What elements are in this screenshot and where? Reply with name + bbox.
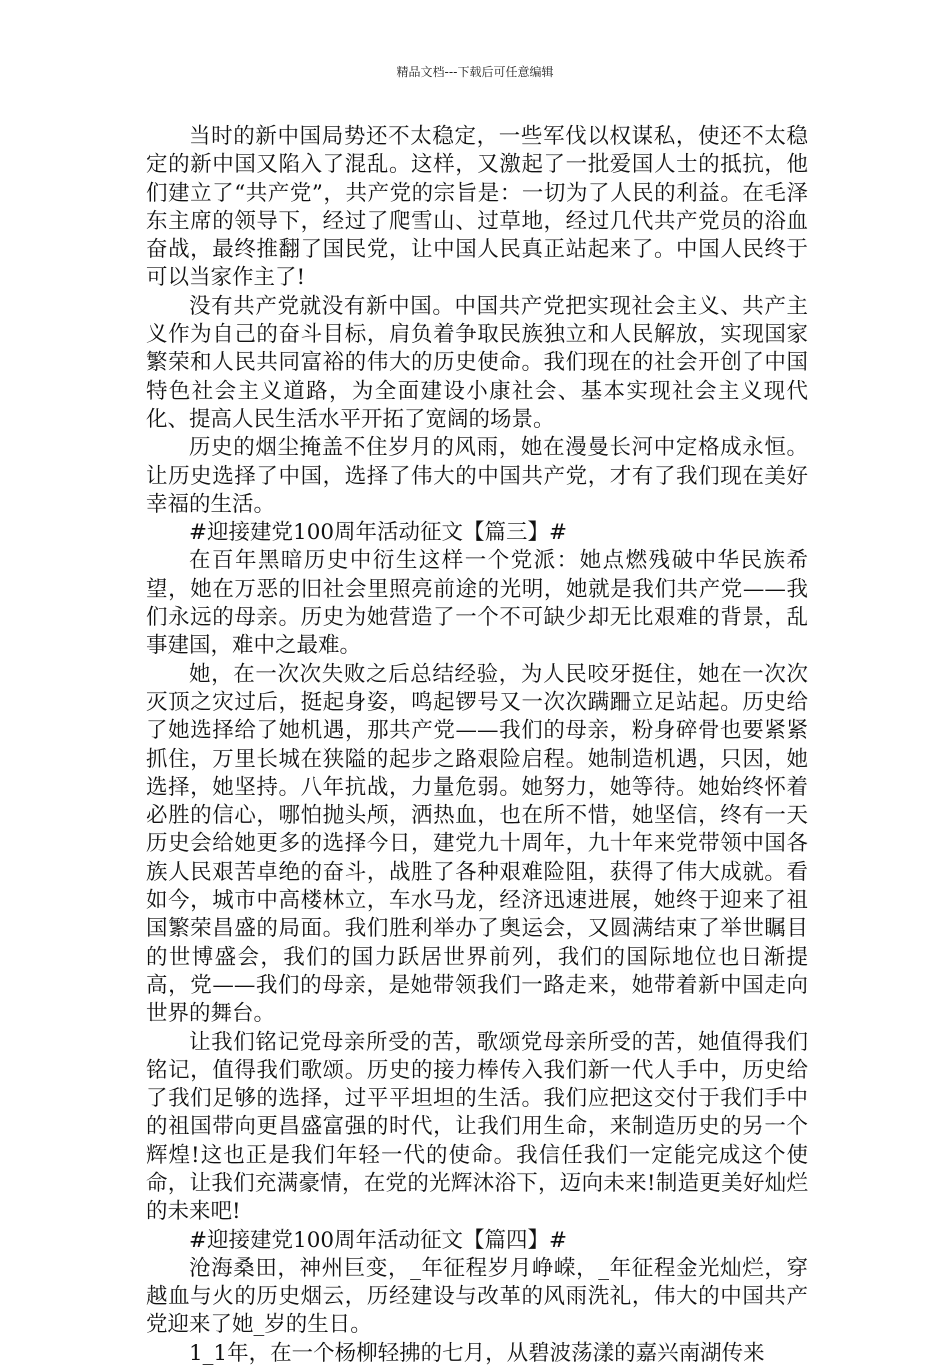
section-heading: #迎接建党100周年活动征文【篇三】# [189,520,568,546]
paragraph: 历史的烟尘掩盖不住岁月的风雨，她在漫曼长河中定格成永恒。让历史选择了中国，选择了伟大的中国共产党，才有了我们现在美好幸福的生活。 [146,435,808,517]
paragraph: 沧海桑田，神州巨变，_年征程岁月峥嵘，_年征程金光灿烂，穿越血与火的历史烟云，历经建设与改革的风雨洗礼，伟大的中国共产党迎来了她_岁的生日。 [146,1255,808,1338]
document-body [146,123,808,1368]
paragraph: 她，在一次次失败之后总结经验，为人民咬牙挺住，她在一次次灭顶之灾过后，挺起身姿，鸣起锣号又一次次蹒跚立足站起。历史给了她选择给了她机遇，那共产党——我们的母亲，粉身碎骨也要紧紧抓住，万里长城在狭隘的起步之路艰险启程。她制造机遇，只因，她选择，她坚持。八年抗战，力量危弱。她努力，她等待。她始终怀着必胜的信心，哪怕抛头颅，洒热血，也在所不惜，她坚信，终有一天历史会给她更多的选择今日，建党九十周年，九十年来党带领中国各族人民艰苦卓绝的奋斗，战胜了各种艰难险阻，获得了伟大成就。看如今，城市中高楼林立，车水马龙，经济迅速进展，她终于迎来了祖国繁荣昌盛的局面。我们胜利举办了奥运会，又圆满结束了举世瞩目的世博盛会，我们的国力跃居世界前列，我们的国际地位也日渐提高，党——我们的母亲，是她带领我们一路走来，她带着新中国走向世界的舞台。 [146,661,808,1027]
paragraph: 让我们铭记党母亲所受的苦，歌颂党母亲所受的苦，她值得我们铭记，值得我们歌颂。历史的接力棒传入我们新一代人手中，历史给了我们足够的选择，过平平坦坦的生活。我们应把这交付于我们手中的祖国带向更昌盛富强的时代，让我们用生命，来制造历史的另一个辉煌!这也正是我们年轻一代的使命。我信任我们一定能完成这个使命，让我们充满豪情，在党的光辉沐浴下，迈向未来!制造更美好灿烂的未来吧! [146,1029,808,1225]
paragraph: 在百年黑暗历史中衍生这样一个党派：她点燃残破中华民族希望，她在万恶的旧社会里照亮前途的光明，她就是我们共产党——我们永远的母亲。历史为她营造了一个不可缺少却无比艰难的背景，乱事建国，难中之最难。 [146,548,808,659]
section-heading: #迎接建党100周年活动征文【篇四】# [189,1227,568,1253]
page-header: 精品文档---下载后可任意编辑 [396,65,554,79]
paragraph: 当时的新中国局势还不太稳定，一些军伐以权谋私，使还不太稳定的新中国又陷入了混乱。这样，又激起了一批爱国人士的抵抗，他们建立了“共产党”，共产党的宗旨是：一切为了人民的利益。在毛泽东主席的领导下，经过了爬雪山、过草地，经过几代共产党员的浴血奋战，最终推翻了国民党，让中国人民真正站起来了。中国人民终于可以当家作主了! [146,124,808,291]
paragraph: 1_1年，在一个杨柳轻拂的七月，从碧波荡漾的嘉兴南湖传来 [189,1340,765,1366]
paragraph: 没有共产党就没有新中国。中国共产党把实现社会主义、共产主义作为自己的奋斗目标，肩负着争取民族独立和人民解放，实现国家繁荣和人民共同富裕的伟大的历史使命。我们现在的社会开创了中国特色社会主义道路，为全面建设小康社会、基本实现社会主义现代化、提高人民生活水平开拓了宽阔的场景。 [146,293,808,432]
